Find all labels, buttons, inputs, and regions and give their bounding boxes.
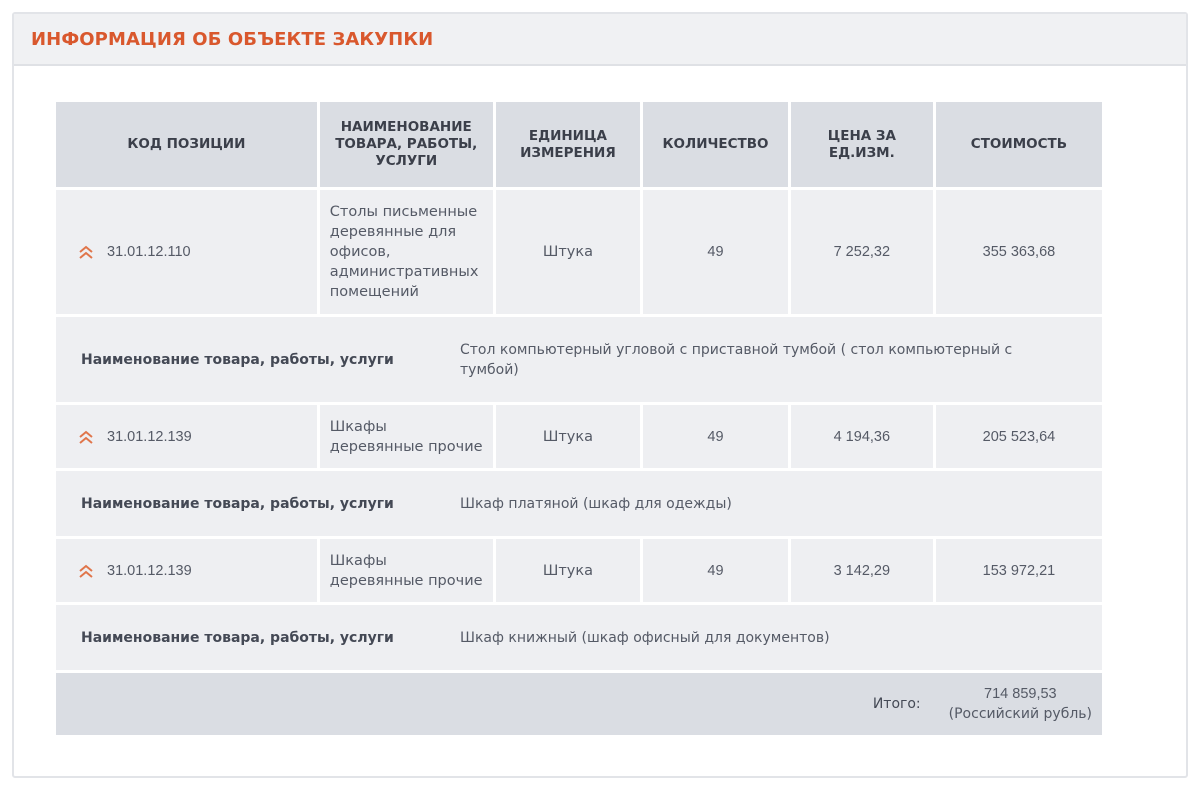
item-name: Шкафы деревянные прочие — [320, 405, 493, 468]
item-qty: 49 — [643, 405, 788, 468]
item-price: 4 194,36 — [791, 405, 933, 468]
panel-header — [14, 14, 1186, 66]
item-price: 3 142,29 — [791, 539, 933, 602]
item-cost: 153 972,21 — [936, 539, 1102, 602]
detail-cell — [56, 317, 1102, 402]
table-header-row — [56, 102, 1102, 187]
table-row — [56, 405, 1102, 468]
detail-row — [56, 317, 1102, 402]
position-code: 31.01.12.139 — [107, 562, 192, 579]
item-cost: 205 523,64 — [936, 405, 1102, 468]
detail-label: Наименование товара, работы, услуги — [81, 495, 394, 512]
item-price: 7 252,32 — [791, 190, 933, 314]
position-code: 31.01.12.139 — [107, 428, 192, 445]
position-code: 31.01.12.110 — [107, 244, 191, 260]
code-cell — [56, 539, 317, 602]
total-label: Итого: — [872, 696, 921, 712]
item-unit: Штука — [496, 190, 640, 314]
total-cell — [56, 673, 1102, 735]
detail-value: Шкаф платяной (шкаф для одежды) — [460, 495, 732, 512]
chevron-double-up-icon[interactable] — [78, 429, 94, 445]
table-row — [56, 539, 1102, 602]
total-row — [56, 673, 1102, 735]
detail-value: Стол компьютерный угловой с приставной тумбой ( стол компьютерный с тумбой) — [460, 341, 1013, 378]
code-cell — [56, 190, 317, 314]
col-header-name: НАИМЕНОВАНИЕ ТОВАРА, РАБОТЫ, УСЛУГИ — [320, 102, 493, 187]
item-qty: 49 — [643, 190, 788, 314]
total-currency: (Российский рубль) — [948, 706, 1092, 722]
code-cell — [56, 405, 317, 468]
item-unit: Штука — [496, 405, 640, 468]
detail-label: Наименование товара, работы, услуги — [81, 351, 394, 368]
total-amount — [949, 684, 1092, 724]
col-header-code: КОД ПОЗИЦИИ — [56, 102, 317, 187]
items-table — [53, 99, 1105, 738]
detail-label: Наименование товара, работы, услуги — [81, 629, 394, 646]
table-row — [56, 190, 1102, 314]
chevron-double-up-icon[interactable] — [78, 244, 94, 260]
page-title: ИНФОРМАЦИЯ ОБ ОБЪЕКТЕ ЗАКУПКИ — [31, 28, 434, 50]
col-header-cost: СТОИМОСТЬ — [936, 102, 1102, 187]
chevron-double-up-icon[interactable] — [78, 563, 94, 579]
item-name: Столы письменные деревянные для офисов, административных помещений — [320, 190, 493, 314]
col-header-price: ЦЕНА ЗА ЕД.ИЗМ. — [791, 102, 933, 187]
detail-cell — [56, 605, 1102, 670]
detail-value: Шкаф книжный (шкаф офисный для документов) — [460, 629, 830, 646]
detail-cell — [56, 471, 1102, 536]
procurement-object-panel — [12, 12, 1188, 778]
item-name: Шкафы деревянные прочие — [320, 539, 493, 602]
item-qty: 49 — [643, 539, 788, 602]
total-value: 714 859,53 — [984, 686, 1057, 702]
detail-row — [56, 605, 1102, 670]
col-header-unit: ЕДИНИЦА ИЗМЕРЕНИЯ — [496, 102, 640, 187]
item-unit: Штука — [496, 539, 640, 602]
detail-row — [56, 471, 1102, 536]
col-header-qty: КОЛИЧЕСТВО — [643, 102, 788, 187]
item-cost: 355 363,68 — [936, 190, 1102, 314]
